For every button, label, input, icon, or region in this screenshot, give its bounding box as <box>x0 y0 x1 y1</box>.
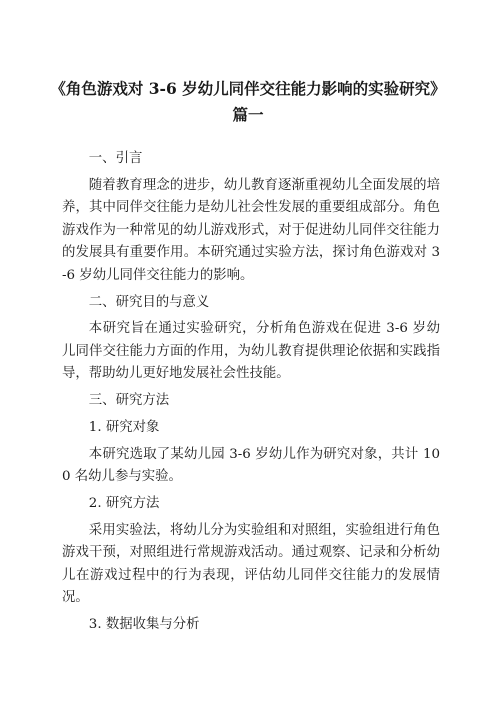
section-heading-introduction: 一、引言 <box>88 151 143 166</box>
paragraph-subjects: 本研究选取了某幼儿园 3-6 岁幼儿作为研究对象，共计 100 名幼儿参与实验。 <box>62 446 440 485</box>
document-subtitle: 篇一 <box>232 105 264 124</box>
paragraph-method: 采用实验法，将幼儿分为实验组和对照组，实验组进行角色游戏干预，对照组进行常规游戏活动。通过观察、记录和分析幼儿在游戏过程中的行为表现，评估幼儿同伴交往能力的发展情况。 <box>62 522 440 606</box>
subheading-method: 2. 研究方法 <box>88 496 160 512</box>
section-heading-methods: 三、研究方法 <box>88 393 170 409</box>
document-body <box>62 148 440 641</box>
paragraph-purpose: 本研究旨在通过实验研究，分析角色游戏在促进 3-6 岁幼儿同伴交往能力方面的作用，为幼儿教育提供理论依据和实践指导，帮助幼儿更好地发展社会性技能。 <box>62 321 440 382</box>
paragraph-introduction: 随着教育理念的进步，幼儿教育逐渐重视幼儿全面发展的培养，其中同伴交往能力是幼儿社会性发展的重要组成部分。角色游戏作为一种常见的幼儿游戏形式，对于促进幼儿同伴交往能力的发展具有重要作用。本研究通过实验方法，探讨角色游戏对 3-6 岁幼儿同伴交往能力的影响。 <box>62 177 440 283</box>
document-title: 《角色游戏对 3-6 岁幼儿同伴交往能力影响的实验研究》 <box>50 79 446 98</box>
section-heading-purpose: 二、研究目的与意义 <box>88 294 210 310</box>
subheading-subjects: 1. 研究对象 <box>88 419 160 435</box>
subheading-data-analysis: 3. 数据收集与分析 <box>88 617 200 633</box>
